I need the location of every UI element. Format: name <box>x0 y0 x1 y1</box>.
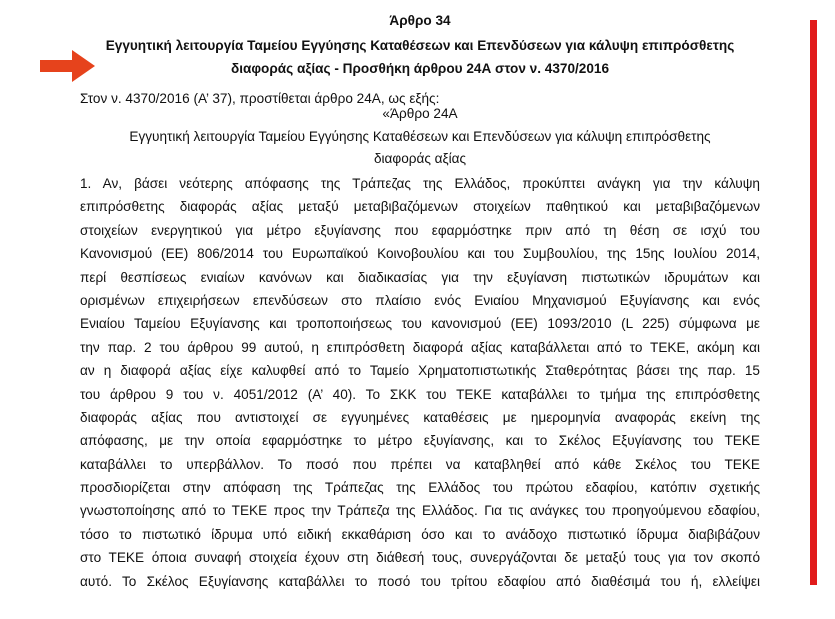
red-margin-bar <box>810 20 817 585</box>
article-title-line-1: Εγγυητική λειτουργία Ταμείου Εγγύησης Καταθέσεων και Επενδύσεων για κάλυψη επιπρόσθετης <box>105 38 735 53</box>
paragraph-line: απόφασης, με την οποία εφαρμόστηκε το μέτρο εξυγίανσης, και το Σκέλος Εξυγίανσης του ΤΕΚΕ <box>80 433 760 449</box>
paragraph-line: αυτό. Το Σκέλος Εξυγίανσης καταβάλλει το ποσό του τρίτου εδαφίου από διαθέσιμά του ή, ελλείψει <box>80 573 760 589</box>
paragraph-line: επιπρόσθετης διαφοράς αξίας μεταξύ μεταβιβαζόμενων στοιχείων παθητικού και μεταβιβαζόμενων <box>80 199 760 215</box>
paragraph-line: προσδιορίζεται στην απόφαση της Τράπεζας της Ελλάδος του πρώτου εδαφίου, κατόπιν σχετικής <box>80 480 760 496</box>
paragraph-line: περί θεσπίσεως ενιαίων κανόνων και διαδικασίας για την εξυγίανση πιστωτικών ιδρυμάτων και <box>80 269 760 285</box>
paragraph-line: την παρ. 2 του άρθρου 99 αυτού, η επιπρόσθετη διαφορά αξίας καταβάλλεται από το ΤΕΚΕ, ακόμη και <box>80 339 760 355</box>
paragraph-line: καταβάλλει το υπερβάλλον. Το ποσό που πρέπει να καταβληθεί από κάθε Σκέλος του ΤΕΚΕ <box>80 456 760 472</box>
paragraph-line: Ενιαίου Ταμείου Εξυγίανσης και τροποποιήσεως του κανονισμού (ΕΕ) 1093/2010 (L 225) σύμφωνα με <box>80 316 760 332</box>
paragraph-line: 1. Αν, βάσει νεότερης απόφασης της Τράπεζας της Ελλάδος, προκύπτει ανάγκη για την κάλυψη <box>80 176 760 191</box>
paragraph-line: τόσο το πιστωτικό ίδρυμα υπό ειδική εκκαθάριση όσο και το ανάδοχο πιστωτικό ίδρυμα διαβιβάζουν <box>80 526 760 542</box>
paragraph-line: αν η διαφορά αξίας είχε καλυφθεί από το Ταμείο Χρηματοπιστωτικής Σταθερότητας βάσει της παρ. 15 <box>80 363 760 379</box>
paragraph-1 <box>80 172 760 593</box>
paragraph-line: στοιχείων ενεργητικού για μέτρο εξυγίανσης που εφαρμόστηκε πριν από τη θέση σε ισχύ του <box>80 222 760 238</box>
lead-sentence: Στον ν. 4370/2016 (Α’ 37), προστίθεται άρθρο 24Α, ως εξής: <box>80 91 440 106</box>
paragraph-line: του άρθρου 9 του ν. 4051/2012 (Α’ 40). Το ΣΚΚ του ΤΕΚΕ καταβάλλει το τμήμα της επιπρόσθετης <box>80 386 760 402</box>
paragraph-line: διαφοράς αξίας που αντιστοιχεί σε εγγυημένες καταθέσεις με ημερομηνία αναφοράς εκείνη της <box>80 409 760 425</box>
paragraph-line: γνωστοποίησης από το ΤΕΚΕ προς την Τράπεζα της Ελλάδος. Για τις ανάγκες του προηγούμενου εδαφίου, <box>80 503 760 519</box>
paragraph-line: ορισμένων επιχειρήσεων επενδύσεων στο πλαίσιο ενός Ενιαίου Μηχανισμού Εξυγίανσης και ενός <box>80 292 760 308</box>
paragraph-line: στο ΤΕΚΕ όποια συναφή στοιχεία έχουν στη διάθεσή τους, συνεργάζονται δε μεταξύ τους για τον σκοπό <box>80 550 760 566</box>
quoted-article-heading: «Άρθρο 24Α <box>382 106 458 121</box>
quoted-article-title-line-1: Εγγυητική λειτουργία Ταμείου Εγγύησης Καταθέσεων και Επενδύσεων για κάλυψη επιπρόσθετης <box>129 129 711 144</box>
article-number: Άρθρο 34 <box>389 13 451 28</box>
article-title-line-2: διαφοράς αξίας - Προσθήκη άρθρου 24Α στον ν. 4370/2016 <box>230 61 610 76</box>
paragraph-line: Κανονισμού (ΕΕ) 806/2014 του Ευρωπαϊκού Κοινοβουλίου και του Συμβουλίου, της 15ης Ιουλίου 2014, <box>80 246 760 262</box>
quoted-article-title-line-2: διαφοράς αξίας <box>373 151 467 166</box>
